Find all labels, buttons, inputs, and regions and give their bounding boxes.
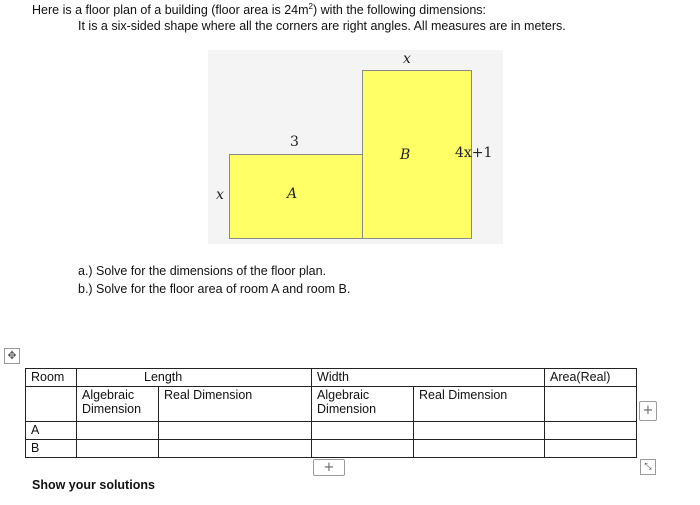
table-subheader-row bbox=[26, 387, 637, 422]
dimensions-table bbox=[25, 368, 637, 458]
header-width[interactable]: Width bbox=[312, 369, 545, 387]
header-area[interactable]: Area(Real) bbox=[545, 369, 637, 387]
problem-description: It is a six-sided shape where all the corners are right angles. All measures are in meters. bbox=[78, 19, 566, 33]
add-column-button[interactable]: + bbox=[639, 401, 657, 421]
table-header-row bbox=[26, 369, 637, 387]
show-solutions-label: Show your solutions bbox=[32, 478, 155, 492]
room-a-width-label: 3 bbox=[290, 134, 299, 150]
intro-exponent: 2 bbox=[308, 2, 313, 11]
table-cell[interactable] bbox=[77, 440, 159, 458]
table-cell[interactable] bbox=[159, 440, 312, 458]
intro-text-end: ) with the following dimensions: bbox=[313, 3, 486, 18]
table-cell[interactable] bbox=[545, 422, 637, 440]
table-row bbox=[26, 422, 637, 440]
subheader-width-real[interactable]: Real Dimension bbox=[414, 387, 545, 422]
table-cell[interactable] bbox=[312, 440, 414, 458]
subheader-length-algebraic[interactable]: Algebraic Dimension bbox=[77, 387, 159, 422]
header-room[interactable]: Room bbox=[26, 369, 77, 387]
table-cell[interactable] bbox=[77, 422, 159, 440]
resize-icon[interactable]: ⤡ bbox=[640, 459, 656, 475]
table-cell[interactable] bbox=[312, 422, 414, 440]
problem-intro bbox=[32, 2, 486, 17]
room-a-label: A bbox=[287, 186, 298, 202]
table-cell[interactable] bbox=[159, 422, 312, 440]
table-cell[interactable] bbox=[26, 387, 77, 422]
subheader-width-algebraic[interactable]: Algebraic Dimension bbox=[312, 387, 414, 422]
top-width-label: x bbox=[403, 51, 411, 67]
room-cell[interactable]: B bbox=[26, 440, 77, 458]
move-icon[interactable]: ✥ bbox=[4, 348, 20, 364]
room-a-height-label: x bbox=[216, 187, 224, 203]
add-row-button[interactable]: + bbox=[313, 459, 345, 476]
table-cell[interactable] bbox=[545, 440, 637, 458]
subheader-length-real[interactable]: Real Dimension bbox=[159, 387, 312, 422]
room-b-label: B bbox=[400, 147, 411, 163]
room-b-height-label: 4x+1 bbox=[455, 145, 493, 161]
table-cell[interactable] bbox=[414, 422, 545, 440]
question-a: a.) Solve for the dimensions of the floor plan. bbox=[78, 264, 327, 278]
header-length[interactable]: Length bbox=[77, 369, 312, 387]
table-cell[interactable] bbox=[414, 440, 545, 458]
floor-plan-figure bbox=[208, 50, 503, 244]
question-b: b.) Solve for the floor area of room A and room B. bbox=[78, 282, 351, 296]
table-cell[interactable] bbox=[545, 387, 637, 422]
table-row bbox=[26, 440, 637, 458]
intro-text: Here is a floor plan of a building (floor area is 24m bbox=[32, 3, 309, 18]
room-cell[interactable]: A bbox=[26, 422, 77, 440]
